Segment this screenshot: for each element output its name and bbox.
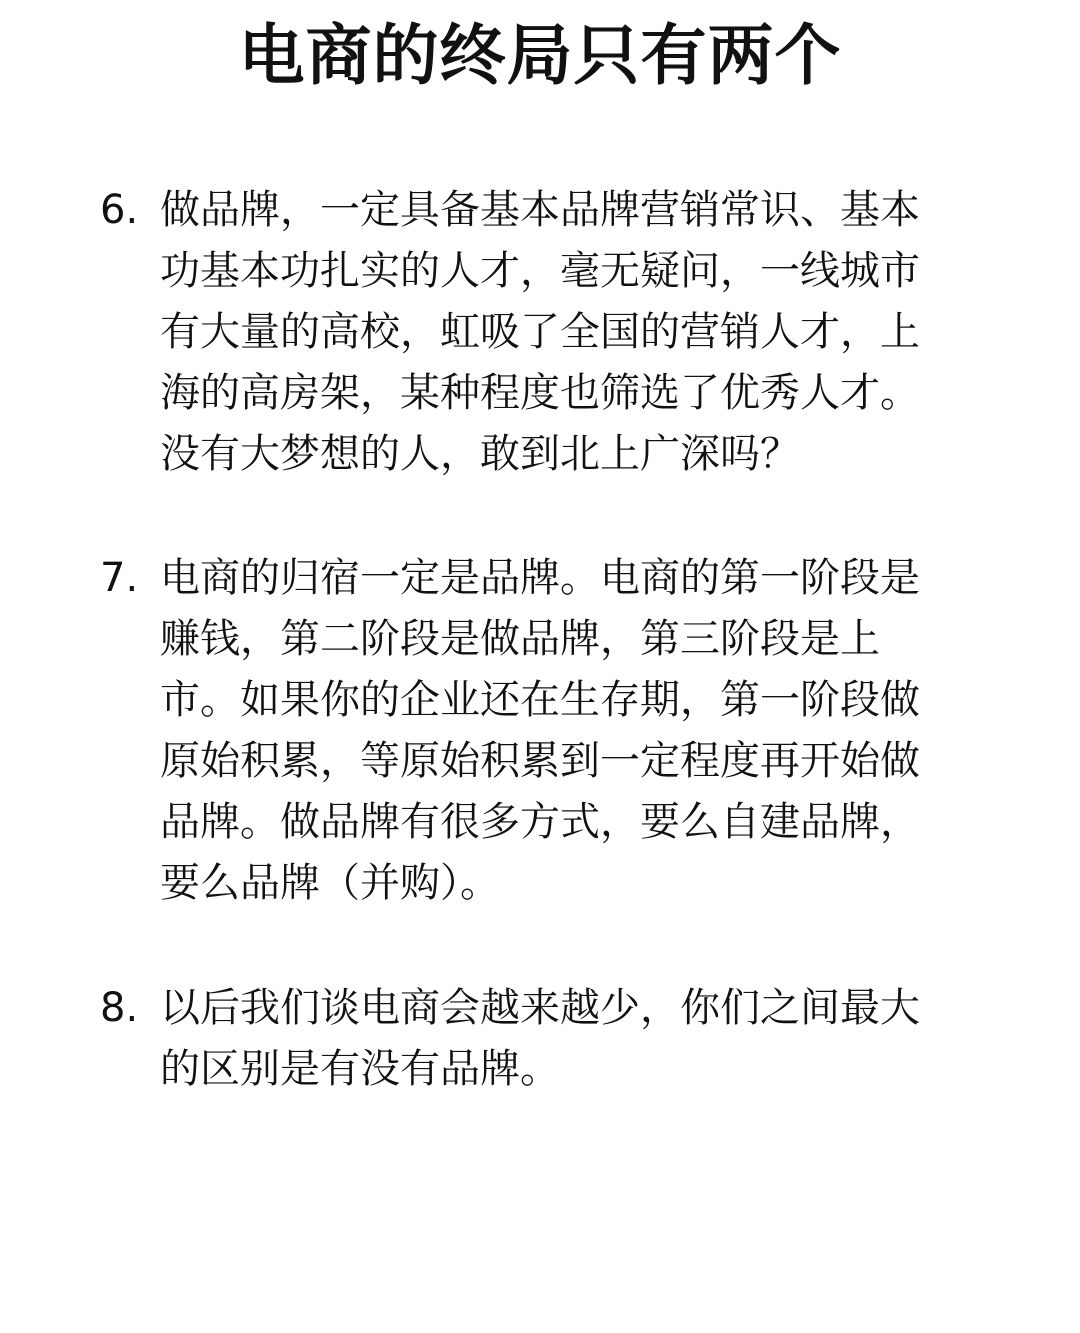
text-line: 海的高房架，某种程度也筛选了优秀人才。 [160, 370, 920, 416]
list-item-text [160, 180, 990, 485]
text-line: 要么品牌（并购）。 [160, 860, 500, 906]
list-item-number: 8. [100, 985, 139, 1031]
list-item-text [160, 978, 990, 1100]
list-item-number: 6. [100, 187, 139, 233]
text-line: 的区别是有没有品牌。 [160, 1046, 560, 1092]
text-line: 电商的归宿一定是品牌。电商的第一阶段是 [160, 555, 920, 601]
list-item-8 [100, 978, 1000, 1100]
text-line: 功基本功扎实的人才，毫无疑问，一线城市 [160, 248, 920, 294]
text-line: 做品牌，一定具备基本品牌营销常识、基本 [160, 187, 920, 233]
text-line: 有大量的高校，虹吸了全国的营销人才，上 [160, 309, 920, 355]
text-line: 没有大梦想的人，敢到北上广深吗？ [160, 431, 800, 477]
list-item-7 [100, 548, 1000, 914]
text-line: 品牌。做品牌有很多方式，要么自建品牌， [160, 799, 920, 845]
text-line: 以后我们谈电商会越来越少，你们之间最大 [160, 985, 920, 1031]
page-title: 电商的终局只有两个 [238, 17, 842, 94]
list-item-6 [100, 180, 1000, 485]
text-line: 原始积累，等原始积累到一定程度再开始做 [160, 738, 920, 784]
text-line: 赚钱，第二阶段是做品牌，第三阶段是上 [160, 616, 880, 662]
text-line: 市。如果你的企业还在生存期，第一阶段做 [160, 677, 920, 723]
list-item-text [160, 548, 990, 914]
list-item-number: 7. [100, 555, 139, 601]
